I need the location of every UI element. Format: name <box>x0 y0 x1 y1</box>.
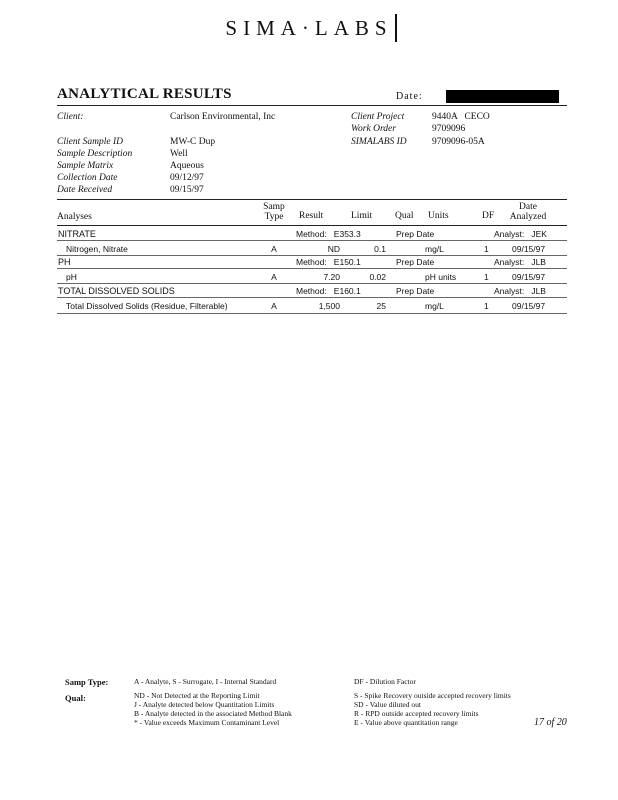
qual-legend-item: ND - Not Detected at the Reporting Limit <box>134 691 260 700</box>
redacted-date <box>446 90 559 103</box>
limit-value: 0.1 <box>374 244 386 254</box>
col-samp-top: Samp <box>263 202 285 212</box>
sample-description-value: Well <box>170 149 188 159</box>
client-value: Carlson Environmental, Inc <box>170 112 276 122</box>
group-analyst: Analyst: JEK <box>494 229 547 239</box>
lab-logo-text: SIMA·LABS <box>225 16 393 40</box>
col-analyses: Analyses <box>57 212 92 222</box>
result-value: 1,500 <box>318 301 340 311</box>
col-date-top: Date <box>519 202 537 212</box>
samp-type: A <box>271 244 277 254</box>
row-divider <box>57 240 567 241</box>
row-divider <box>57 268 567 269</box>
group-name: PH <box>58 257 71 267</box>
sample-matrix-label: Sample Matrix <box>57 161 114 171</box>
result-value: ND <box>327 244 340 254</box>
analyte-name: Total Dissolved Solids (Residue, Filterable) <box>66 301 228 311</box>
group-analyst: Analyst: JLB <box>494 257 546 267</box>
col-date-bottom: Analyzed <box>509 212 547 222</box>
date-received-label: Date Received <box>57 185 113 195</box>
group-method: Method: E353.3 <box>296 229 361 239</box>
group-prep-date: Prep Date <box>396 257 435 267</box>
col-df: DF <box>482 211 495 221</box>
samp-type-legend-label: Samp Type: <box>65 677 109 687</box>
client-project-label: Client Project <box>351 112 405 122</box>
table-header-rule <box>57 225 567 226</box>
qual-legend-item: * - Value exceeds Maximum Contaminant Level <box>134 718 280 727</box>
sample-matrix-value: Aqueous <box>170 161 204 171</box>
row-divider <box>57 283 567 284</box>
analyte-name: pH <box>66 272 77 282</box>
date-analyzed: 09/15/97 <box>512 272 546 282</box>
group-name: NITRATE <box>58 229 96 239</box>
date-analyzed: 09/15/97 <box>512 244 546 254</box>
group-method: Method: E150.1 <box>296 257 361 267</box>
simalabs-id-value: 9709096-05A <box>432 137 485 147</box>
group-prep-date: Prep Date <box>396 286 435 296</box>
sample-id-value: MW-C Dup <box>170 137 216 147</box>
row-divider <box>57 255 567 256</box>
df-legend-text: DF - Dilution Factor <box>354 677 416 686</box>
collection-date-value: 09/12/97 <box>170 173 204 183</box>
df-value: 1 <box>484 272 489 282</box>
page-number: 17 of 20 <box>534 717 567 728</box>
group-name: TOTAL DISSOLVED SOLIDS <box>58 286 175 296</box>
date-label: Date: <box>396 91 423 102</box>
sample-id-label: Client Sample ID <box>57 137 123 147</box>
col-result: Result <box>299 211 324 221</box>
qual-legend-item: B - Analyte detected in the associated Method Blank <box>134 709 292 718</box>
group-prep-date: Prep Date <box>396 229 435 239</box>
title-rule <box>57 105 567 106</box>
df-value: 1 <box>484 244 489 254</box>
collection-date-label: Collection Date <box>57 173 118 183</box>
samp-type: A <box>271 272 277 282</box>
col-limit: Limit <box>351 211 373 221</box>
qual-legend-item: E - Value above quantitation range <box>354 718 458 727</box>
work-order-label: Work Order <box>351 124 396 134</box>
col-qual: Qual <box>395 211 414 221</box>
units-value: mg/L <box>425 244 444 254</box>
qual-legend-item: SD - Value diluted out <box>354 700 421 709</box>
samp-type: A <box>271 301 277 311</box>
limit-value: 0.02 <box>369 272 386 282</box>
group-analyst: Analyst: JLB <box>494 286 546 296</box>
limit-value: 25 <box>376 301 386 311</box>
result-value: 7.20 <box>323 272 340 282</box>
table-top-rule <box>57 199 567 200</box>
date-received-value: 09/15/97 <box>170 185 204 195</box>
qual-legend-item: R - RPD outside accepted recovery limits <box>354 709 479 718</box>
lab-logo <box>0 16 618 41</box>
analyte-name: Nitrogen, Nitrate <box>66 244 128 254</box>
date-analyzed: 09/15/97 <box>512 301 546 311</box>
row-divider <box>57 297 567 298</box>
df-value: 1 <box>484 301 489 311</box>
qual-legend-label: Qual: <box>65 693 86 703</box>
simalabs-id-label: SIMALABS ID <box>351 137 407 147</box>
col-samp-bottom: Type <box>264 212 284 222</box>
sample-description-label: Sample Description <box>57 149 133 159</box>
group-method: Method: E160.1 <box>296 286 361 296</box>
client-project-value: 9440A CECO <box>432 112 490 122</box>
client-label: Client: <box>57 112 84 122</box>
qual-legend-item: J - Analyte detected below Quantitation Limits <box>134 700 275 709</box>
work-order-value: 9709096 <box>432 124 466 134</box>
logo-divider-bar <box>395 14 397 42</box>
qual-legend-item: S - Spike Recovery outside accepted recovery limits <box>354 691 511 700</box>
report-title: ANALYTICAL RESULTS <box>57 86 232 102</box>
row-divider <box>57 313 567 314</box>
units-value: pH units <box>425 272 457 282</box>
units-value: mg/L <box>425 301 444 311</box>
samp-type-legend-text: A - Analyte, S - Surrogate, I - Internal Standard <box>134 677 277 686</box>
col-units: Units <box>428 211 449 221</box>
